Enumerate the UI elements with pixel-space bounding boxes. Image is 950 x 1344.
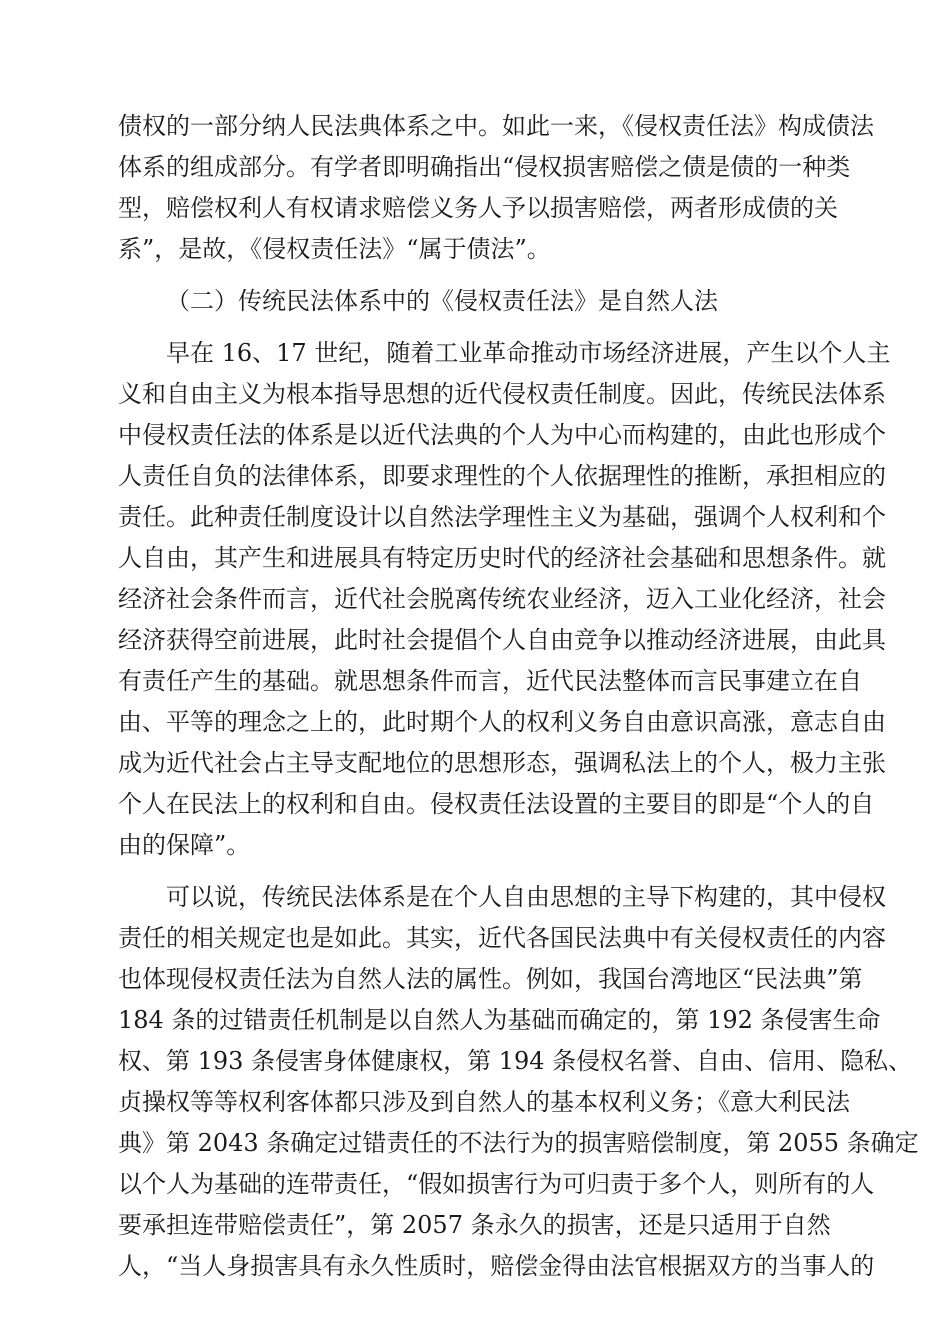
paragraph-line: 人自由，其产生和进展具有特定历史时代的经济社会基础和思想条件。就 xyxy=(118,544,886,572)
intro-line: 债权的一部分纳人民法典体系之中。如此一来，《侵权责任法》构成债法 xyxy=(118,112,874,140)
paragraph-line: 成为近代社会占主导支配地位的思想形态，强调私法上的个人，极力主张 xyxy=(118,749,886,777)
paragraph-line: 有责任产生的基础。就思想条件而言，近代民法整体而言民事建立在自 xyxy=(118,667,862,695)
paragraph-line: 贞操权等等权利客体都只涉及到自然人的基本权利义务；《意大利民法 xyxy=(118,1088,850,1116)
paragraph-line: 由、平等的理念之上的，此时期个人的权利义务自由意识高涨，意志自由 xyxy=(118,708,886,736)
paragraph-line: 早在 16、17 世纪，随着工业革命推动市场经济进展，产生以个人主 xyxy=(166,339,891,367)
paragraph-line: 人，“当人身损害具有永久性质时，赔偿金得由法官根据双方的当事人的 xyxy=(118,1252,875,1280)
paragraph-line: 可以说，传统民法体系是在个人自由思想的主导下构建的，其中侵权 xyxy=(166,883,886,911)
paragraph-line: 由的保障”。 xyxy=(118,831,251,859)
paragraph-line: 要承担连带赔偿责任”，第 2057 条永久的损害，还是只适用于自然 xyxy=(118,1211,831,1239)
paragraph-line: 经济社会条件而言，近代社会脱离传统农业经济，迈入工业化经济，社会 xyxy=(118,585,886,613)
paragraph-line: 以个人为基础的连带责任，“假如损害行为可归责于多个人，则所有的人 xyxy=(118,1170,875,1198)
paragraph-line: 中侵权责任法的体系是以近代法典的个人为中心而构建的，由此也形成个 xyxy=(118,421,886,449)
paragraph-line: 典》第 2043 条确定过错责任的不法行为的损害赔偿制度，第 2055 条确定 xyxy=(118,1129,919,1157)
paragraph-line: 人责任自负的法律体系，即要求理性的个人依据理性的推断，承担相应的 xyxy=(118,462,886,490)
paragraph-line: 责任的相关规定也是如此。其实，近代各国民法典中有关侵权责任的内容 xyxy=(118,924,886,952)
section-heading: （二）传统民法体系中的《侵权责任法》是自然人法 xyxy=(166,287,718,315)
paragraph-line: 责任。此种责任制度设计以自然法学理性主义为基础，强调个人权利和个 xyxy=(118,503,886,531)
paragraph-line: 184 条的过错责任机制是以自然人为基础而确定的，第 192 条侵害生命 xyxy=(118,1006,881,1034)
paragraph-line: 个人在民法上的权利和自由。侵权责任法设置的主要目的即是“个人的自 xyxy=(118,790,875,818)
paragraph-line: 也体现侵权责任法为自然人法的属性。例如，我国台湾地区“民法典”第 xyxy=(118,965,863,993)
paragraph-line: 权、第 193 条侵害身体健康权，第 194 条侵权名誉、自由、信用、隐私、 xyxy=(118,1047,913,1075)
paragraph-line: 经济获得空前进展，此时社会提倡个人自由竞争以推动经济进展，由此具 xyxy=(118,626,886,654)
intro-line: 型，赔偿权利人有权请求赔偿义务人予以损害赔偿，两者形成债的关 xyxy=(118,194,838,222)
intro-line: 体系的组成部分。有学者即明确指出“侵权损害赔偿之债是债的一种类 xyxy=(118,153,851,181)
intro-line: 系”，是故，《侵权责任法》“属于债法”。 xyxy=(118,235,551,263)
paragraph-line: 义和自由主义为根本指导思想的近代侵权责任制度。因此，传统民法体系 xyxy=(118,380,886,408)
